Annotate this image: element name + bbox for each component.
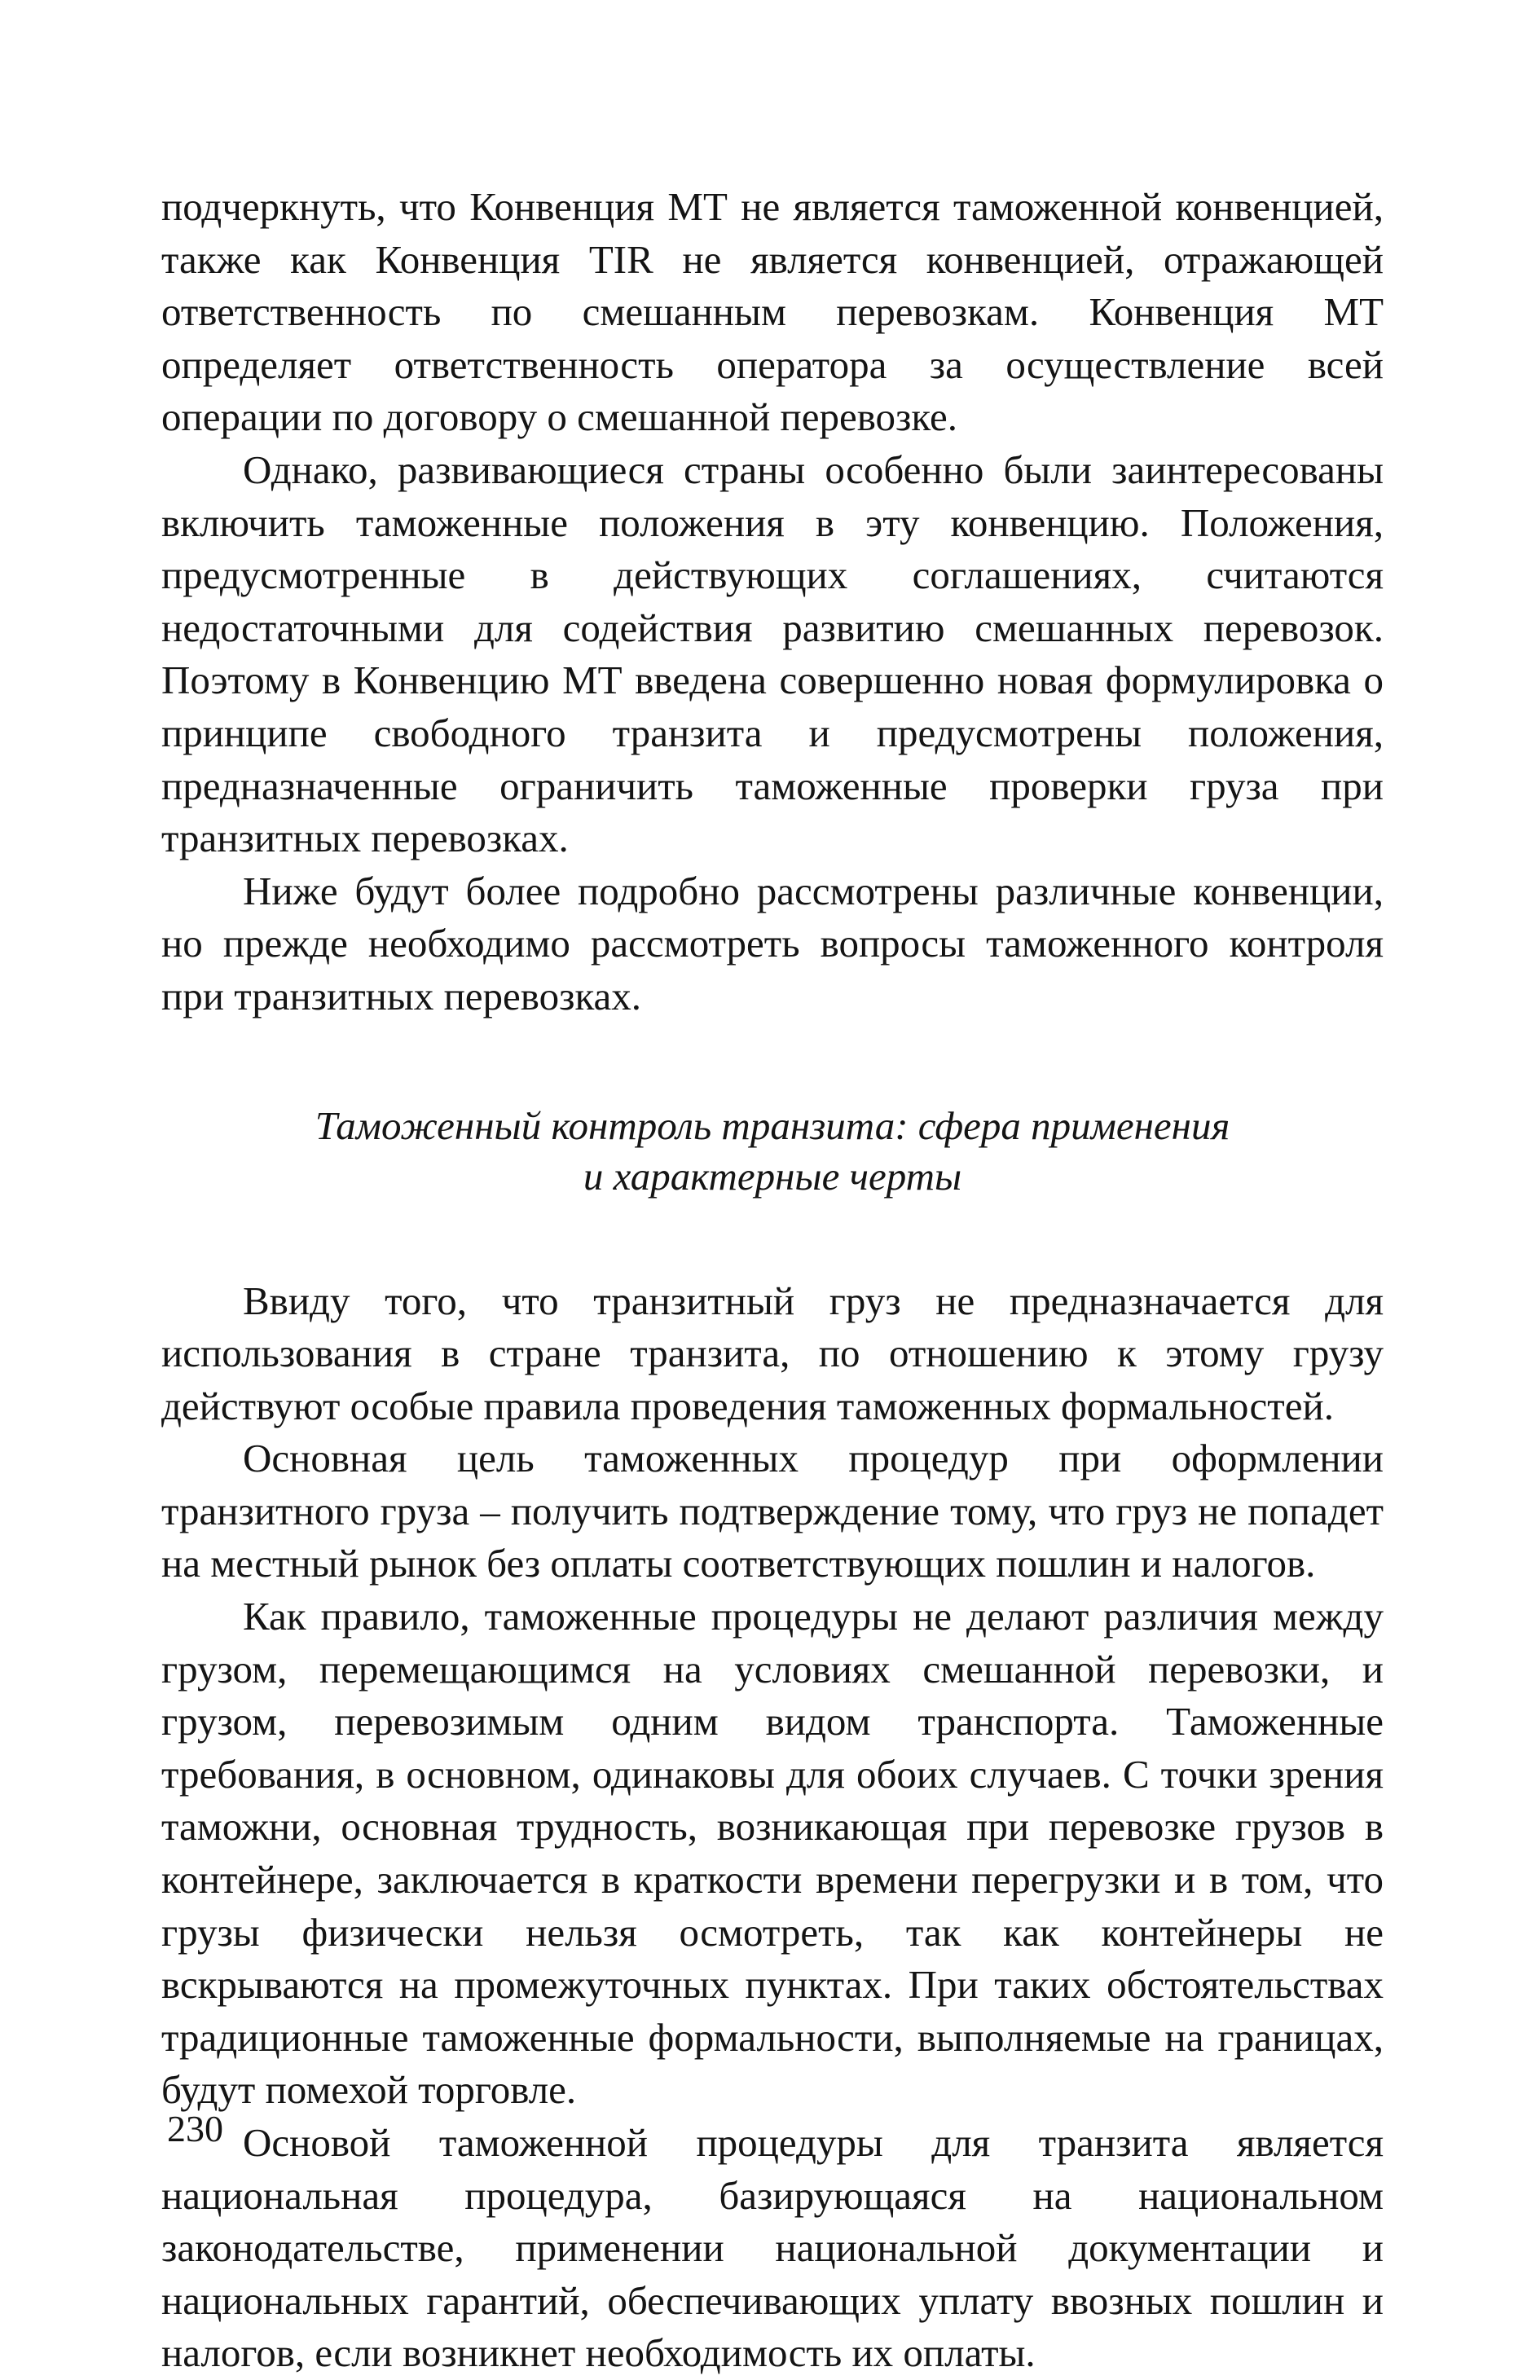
paragraph-1: подчеркнуть, что Конвенция МТ не является таможенной конвенцией, также как Конвенция TIR не является конвенцией, отражающей ответственность по смешанным перевозкам. Конвенция МТ определяет ответственность оператора за осуществление всей операции по договору о смешанной перевозке. xyxy=(161,184,1384,440)
section-heading-line-2: и характерные черты xyxy=(583,1153,962,1199)
paragraph-3: Ниже будут более подробно рассмотрены различные конвенции, но прежде необходимо рассмотреть вопросы таможенного контроля при транзитных перевозках. xyxy=(161,868,1384,1018)
paragraph-5: Основная цель таможенных процедур при оформлении транзитного груза – получить подтверждение тому, что груз не попадет на местный рынок без оплаты соответствующих пошлин и налогов. xyxy=(161,1436,1384,1586)
paragraph-2: Однако, развивающиеся страны особенно были заинтересованы включить таможенные положения в эту конвенцию. Положения, предусмотренные в действующих соглашениях, считаются недостаточными для содействия развитию смешанных перевозок. Поэтому в Конвенцию МТ введена совершенно новая формулировка о принципе свободного транзита и предусмотрены положения, предназначенные ограничить таможенные проверки груза при транзитных перевозках. xyxy=(161,447,1384,861)
section-heading-line-1: Таможенный контроль транзита: сфера применения xyxy=(315,1102,1230,1148)
page-body xyxy=(161,181,1384,2380)
page-number: 230 xyxy=(167,2108,223,2149)
section-heading xyxy=(161,1101,1384,1202)
paragraph-4: Ввиду того, что транзитный груз не предназначается для использования в стране транзита, по отношению к этому грузу действуют особые правила проведения таможенных формальностей. xyxy=(161,1278,1384,1428)
paragraph-7: Основой таможенной процедуры для транзита является национальная процедура, базирующаяся на национальном законодательстве, применении национальной документации и национальных гарантий, обеспечивающих уплату ввозных пошлин и налогов, если возникнет необходимость их оплаты. xyxy=(161,2120,1384,2376)
paragraph-6: Как правило, таможенные процедуры не делают различия между грузом, перемещающимся на условиях смешанной перевозки, и грузом, перевозимым одним видом транспорта. Таможенные требования, в основном, одинаковы для обоих случаев. С точки зрения таможни, основная трудность, возникающая при перевозке грузов в контейнере, заключается в краткости времени перегрузки и в том, что грузы физически нельзя осмотреть, так как контейнеры не вскрываются на промежуточных пунктах. При таких обстоятельствах традиционные таможенные формальности, выполняемые на границах, будут помехой торговле. xyxy=(161,1594,1384,2113)
